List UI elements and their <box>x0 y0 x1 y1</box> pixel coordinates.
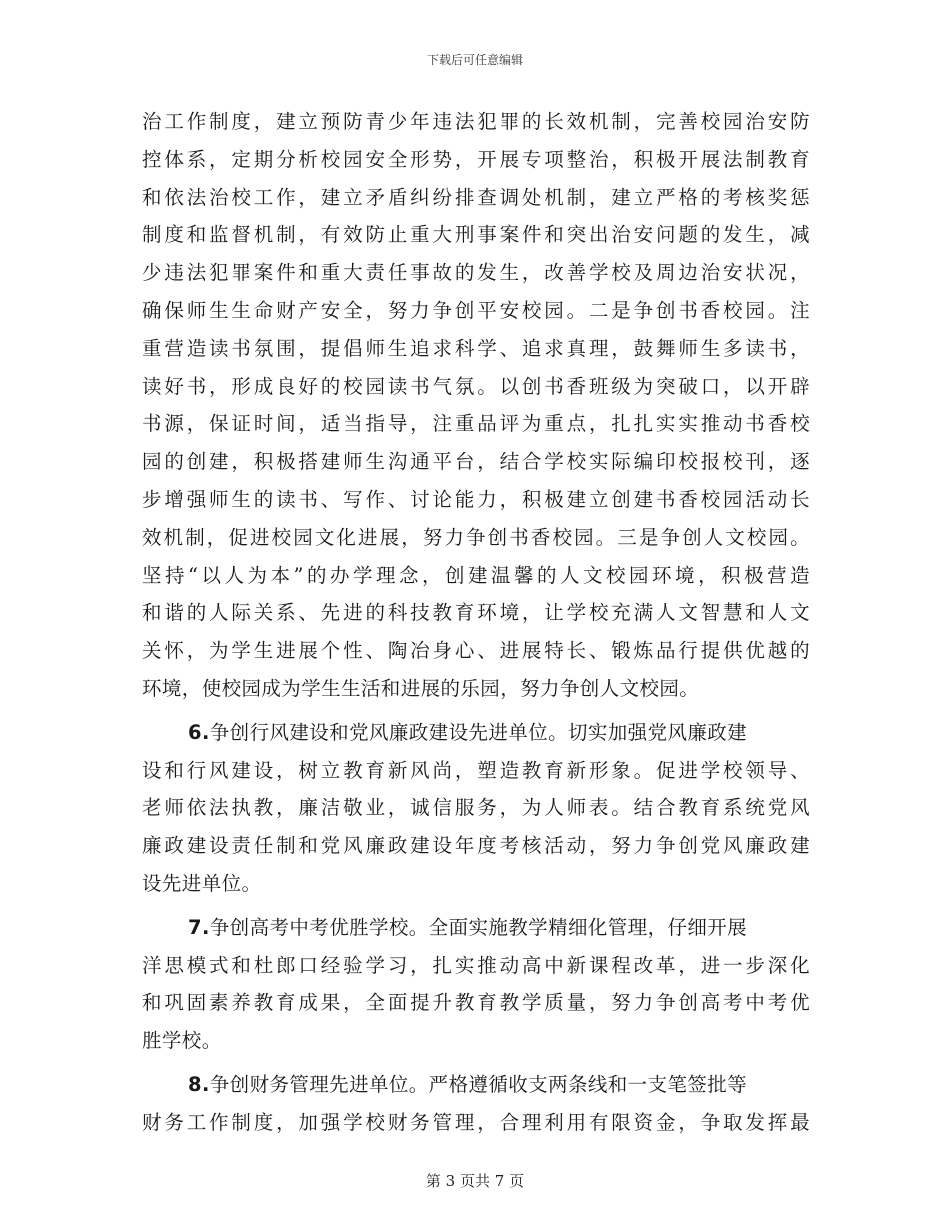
text-line: 重营造读书氛围，提倡师生追求科学、追求真理，鼓舞师生多读书， <box>142 336 810 360</box>
document-body <box>142 103 810 1142</box>
page-header: 下载后可任意编辑 <box>426 53 523 67</box>
text-line: 设先进单位。 <box>142 871 262 895</box>
text-line: 和依法治校工作，建立矛盾纠纷排查调处机制，建立严格的考核奖惩 <box>142 185 810 209</box>
text-line: 控体系，定期分析校园安全形势，开展专项整治，积极开展法制教育 <box>142 147 810 171</box>
paragraph-item-8 <box>142 1066 810 1142</box>
text-line: 治工作制度，建立预防青少年违法犯罪的长效机制，完善校园治安防 <box>142 110 810 133</box>
text-line: 关怀，为学生进展个性、陶冶身心、进展特长、锻炼品行提供优越的 <box>142 639 810 663</box>
text-line: 确保师生生命财产安全，努力争创平安校园。二是争创书香校园。注 <box>142 298 810 322</box>
text-line: 老师依法执教，廉洁敬业，诚信服务，为人师表。结合教育系统党风 <box>142 796 810 820</box>
text-line: 坚持“以人为本”的办学理念，创建温馨的人文校园环境，积极营造 <box>142 563 810 587</box>
text-line: 设和行风建设，树立教育新风尚，塑造教育新形象。促进学校领导、 <box>142 758 810 782</box>
item-lead-text: 争创财务管理先进单位。严格遵循收支两条线和一支笔签批等 <box>209 1072 748 1096</box>
paragraph-item-6 <box>142 714 810 903</box>
text-line: 和巩固素养教育成果，全面提升教育教学质量，努力争创高考中考优 <box>142 991 810 1015</box>
item-lead-text: 争创行风建设和党风廉政建设先进单位。切实加强党风廉政建 <box>209 720 748 744</box>
text-line: 胜学校。 <box>142 1029 222 1053</box>
text-line: 环境，使校园成为学生生活和进展的乐园，努力争创人文校园。 <box>142 676 700 700</box>
item-number: 7. <box>188 915 210 939</box>
text-line <box>142 714 810 752</box>
text-line: 和谐的人际关系、先进的科技教育环境，让学校充满人文智慧和人文 <box>142 601 810 625</box>
text-line: 效机制，促进校园文化进展，努力争创书香校园。三是争创人文校园。 <box>142 525 810 549</box>
text-line: 少违法犯罪案件和重大责任事故的发生，改善学校及周边治安状况， <box>142 261 810 285</box>
text-line <box>142 909 810 947</box>
text-line: 廉政建设责任制和党风廉政建设年度考核活动，努力争创党风廉政建 <box>142 834 810 858</box>
text-line: 书源，保证时间，适当指导，注重品评为重点，扎扎实实推动书香校 <box>142 412 810 436</box>
text-line <box>142 1066 810 1104</box>
page-footer: 第 3 页共 7 页 <box>425 1172 525 1190</box>
text-line: 步增强师生的读书、写作、讨论能力，积极建立创建书香校园活动长 <box>142 487 810 511</box>
item-lead-text: 争创高考中考优胜学校。全面实施教学精细化管理，仔细开展 <box>209 915 748 939</box>
text-line: 洋思模式和杜郎口经验学习，扎实推动高中新课程改革，进一步深化 <box>142 953 810 977</box>
text-line: 财务工作制度，加强学校财务管理，合理利用有限资金，争取发挥最 <box>142 1110 810 1134</box>
item-number: 8. <box>188 1072 210 1096</box>
text-line: 制度和监督机制，有效防止重大刑事案件和突出治安问题的发生，减 <box>142 223 810 247</box>
text-line: 园的创建，积极搭建师生沟通平台，结合学校实际编印校报校刊，逐 <box>142 450 810 474</box>
paragraph-item-7 <box>142 909 810 1060</box>
text-line: 读好书，形成良好的校园读书气氛。以创书香班级为突破口，以开辟 <box>142 374 810 398</box>
item-number: 6. <box>188 720 210 744</box>
paragraph-continued <box>142 103 810 708</box>
